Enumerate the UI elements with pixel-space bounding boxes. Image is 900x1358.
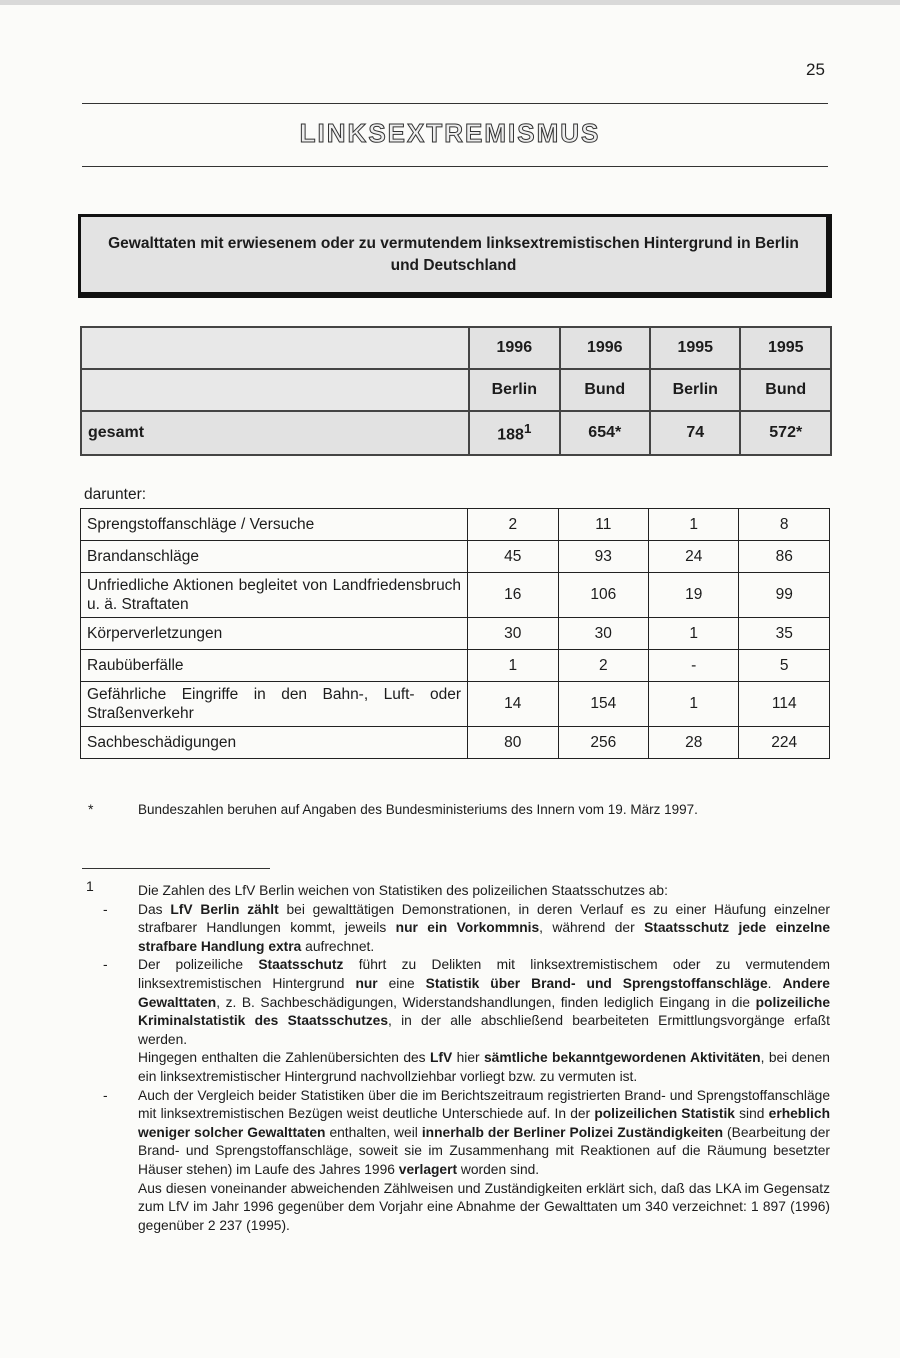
row-value: 35	[739, 618, 830, 650]
table-title: Gewalttaten mit erwiesenem oder zu vermutendem linksextremistischen Hintergrund in Berlin und Deutschland	[108, 234, 799, 274]
row-value: 45	[468, 541, 558, 573]
row-value: 114	[739, 682, 830, 727]
section-title: LINKSEXTREMISMUS	[299, 118, 601, 148]
table-row	[81, 682, 830, 727]
footnote-paragraph: - Der polizeiliche Staatsschutz führt zu Delikten mit linksextremistischem oder zu vermutendem linksextremistischen Hintergrund nur eine Statistik über Brand- und Sprengstoffanschläge. Andere Gewalttaten, z. B. Sachbeschädigungen, Widerstandshandlungen, finden lediglich Eingang in die polizeiliche Kriminalstatistik des Staatsschutzes, in der alle abschließend bearbeiteten Ermittlungsvorgänge erfaßt werden.	[138, 956, 830, 1049]
row-value: 30	[558, 618, 648, 650]
year-cell: 1995	[740, 327, 831, 369]
row-label: Sprengstoffanschläge / Versuche	[81, 509, 468, 541]
asterisk-note: Bundeszahlen beruhen auf Angaben des Bundesministeriums des Innern vom 19. März 1997.	[138, 802, 698, 817]
total-value: 572*	[740, 411, 831, 455]
footnote-paragraph: Hingegen enthalten die Zahlenübersichten des LfV hier sämtliche bekanntgewordenen Aktivitäten, bei denen ein linksextremistischer Hintergrund nachvollziehbar vorliegt bzw. zu vermuten ist.	[138, 1050, 830, 1084]
region-cell: Bund	[740, 369, 831, 411]
row-value: 256	[558, 727, 648, 759]
summary-header-table	[80, 326, 832, 456]
year-cell: 1995	[650, 327, 740, 369]
page-number: 25	[806, 60, 825, 79]
footnote-paragraph: Aus diesen voneinander abweichenden Zählweisen und Zuständigkeiten erklärt sich, daß das LKA im Gegensatz zum LfV im Jahr 1996 gegenüber dem Vorjahr eine Abnahme der Gewalttaten um 340 verzeichnet: 1 897 (1996) gegenüber 2 237 (1995).	[138, 1180, 830, 1233]
total-row	[81, 411, 831, 455]
header-rule-top	[82, 103, 828, 104]
table-row	[81, 573, 830, 618]
row-value: 1	[468, 650, 558, 682]
row-value: 2	[468, 509, 558, 541]
footnote-paragraph: - Auch der Vergleich beider Statistiken über die im Berichtszeitraum registrierten Brand- und Sprengstoffanschläge mit linksextremistischen Bezügen weist deutliche Unterschiede auf. In der polizeilichen Statistik sind erheblich weniger solcher Gewalttaten enthalten, weil innerhalb der Berliner Polizei Zuständigkeiten (Bearbeitung der Brand- und Sprengstoffanschläge, soweit sie im Zusammenhang mit Reaktionen auf die Räumung besetzter Häuser stehen) im Laufe des Jahres 1996 verlagert worden sind.	[138, 1087, 830, 1180]
total-value: 74	[650, 411, 740, 455]
total-value: 188	[497, 426, 524, 444]
table-row	[81, 509, 830, 541]
row-label: Brandanschläge	[81, 541, 468, 573]
row-label: Körperverletzungen	[81, 618, 468, 650]
table-row	[81, 727, 830, 759]
darunter-label: darunter:	[84, 486, 147, 503]
table-row	[81, 541, 830, 573]
table-row	[81, 650, 830, 682]
empty-header-cell	[81, 369, 469, 411]
row-value: 80	[468, 727, 558, 759]
row-value: 2	[558, 650, 648, 682]
row-value: 224	[739, 727, 830, 759]
footnote-ref: 1	[523, 421, 532, 437]
row-value: 1	[649, 618, 739, 650]
total-value-cell	[469, 411, 559, 455]
region-cell: Bund	[560, 369, 650, 411]
row-value: -	[649, 650, 739, 682]
table-row	[81, 618, 830, 650]
row-value: 1	[649, 682, 739, 727]
row-label: Raubüberfälle	[81, 650, 468, 682]
row-value: 28	[649, 727, 739, 759]
row-value: 154	[558, 682, 648, 727]
row-label: Unfriedliche Aktionen begleitet von Landfriedensbruch u. ä. Straftaten	[81, 573, 468, 618]
region-row	[81, 369, 831, 411]
total-value: 654*	[560, 411, 650, 455]
row-value: 8	[739, 509, 830, 541]
table-title-box	[78, 214, 832, 298]
scan-top-edge	[0, 0, 900, 5]
empty-header-cell	[81, 327, 469, 369]
row-value: 24	[649, 541, 739, 573]
footnote-intro: Die Zahlen des LfV Berlin weichen von Statistiken des polizeilichen Staatsschutzes ab:	[138, 883, 668, 898]
year-row	[81, 327, 831, 369]
year-cell: 1996	[469, 327, 559, 369]
row-value: 1	[649, 509, 739, 541]
breakdown-table	[80, 508, 830, 759]
asterisk-marker: *	[88, 801, 94, 817]
footnote-rule	[82, 868, 270, 869]
row-label: Gefährliche Eingriffe in den Bahn-, Luft- oder Straßenverkehr	[81, 682, 468, 727]
row-value: 5	[739, 650, 830, 682]
region-cell: Berlin	[650, 369, 740, 411]
footnote-marker: 1	[86, 878, 94, 894]
row-value: 11	[558, 509, 648, 541]
row-value: 106	[558, 573, 648, 618]
year-cell: 1996	[560, 327, 650, 369]
row-value: 14	[468, 682, 558, 727]
footnote-paragraph: - Das LfV Berlin zählt bei gewalttätigen Demonstrationen, in deren Verlauf es zu einer Häufung einzelner strafbarer Handlungen kommt, jeweils nur ein Vorkommnis, während der Staatsschutz jede einzelne strafbare Handlung extra aufrechnet.	[138, 901, 830, 957]
row-label: Sachbeschädigungen	[81, 727, 468, 759]
row-value: 19	[649, 573, 739, 618]
footnote-body	[138, 882, 830, 1235]
total-label: gesamt	[81, 411, 469, 455]
region-cell: Berlin	[469, 369, 559, 411]
row-value: 93	[558, 541, 648, 573]
row-value: 16	[468, 573, 558, 618]
row-value: 30	[468, 618, 558, 650]
header-rule-bottom	[82, 166, 828, 167]
row-value: 99	[739, 573, 830, 618]
row-value: 86	[739, 541, 830, 573]
